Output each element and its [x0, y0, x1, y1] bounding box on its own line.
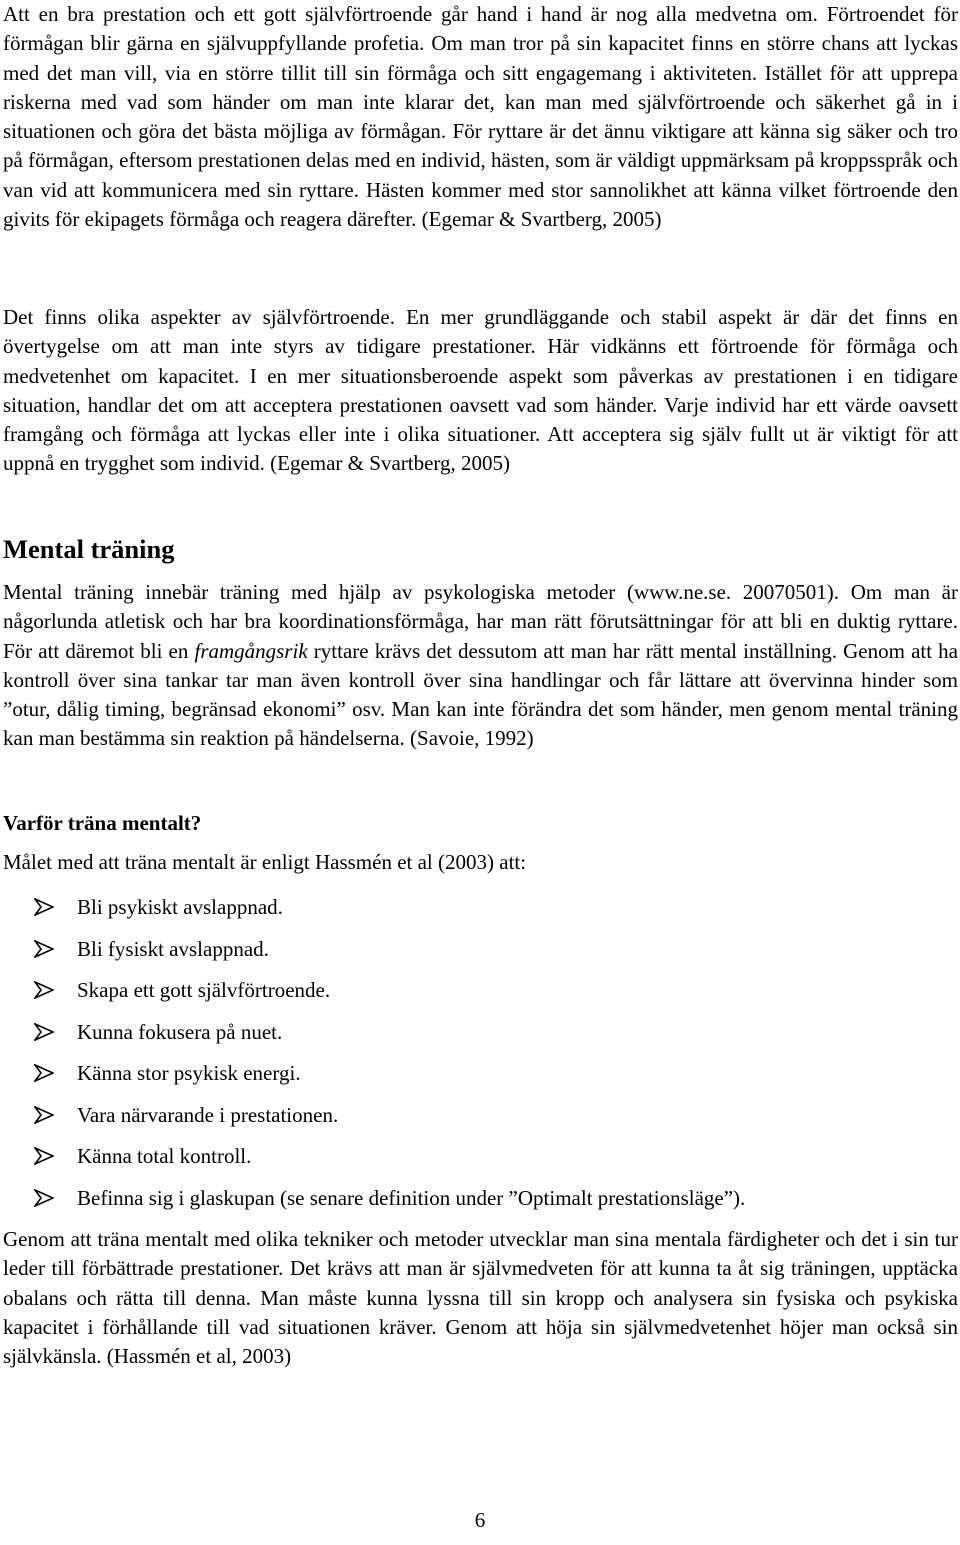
paragraph-goal-intro: Målet med att träna mentalt är enligt Hassmén et al (2003) att:: [3, 850, 527, 874]
list-item: [0, 1017, 960, 1059]
arrowhead-bullet-icon: [34, 1064, 54, 1082]
list-item-text: Vara närvarande i prestationen.: [77, 1102, 339, 1127]
list-item-text: Känna stor psykisk energi.: [77, 1061, 301, 1085]
page-number: 6: [474, 1508, 486, 1532]
list-item-text: Bli psykiskt avslappnad.: [77, 895, 283, 919]
list-item-text: Kunna fokusera på nuet.: [77, 1019, 283, 1044]
arrowhead-bullet-icon: [34, 1023, 54, 1041]
paragraph-text-part: ryttare krävs det dessutom att man har rätt mental inställning. Genom att ha kontroll över sina tankar tar man även kontroll över sina handlingar och får lättare att övervinna hinder som ”otur, dålig timing, begränsad ekonomi” osv. Man kan inte förändra det som händer, men genom mental träning kan man bestämma sin reaktion på händelserna. (Savoie, 1992): [3, 638, 958, 751]
paragraph-text-part: Mental träning innebär träning med hjälp av psykologiska metoder (www.ne.se. 20070501). Om man är någorlunda atletisk och har bra koordinationsförmåga, har man rätt förutsättningar för att bli en duktig ryttare. För att däremot bli en: [3, 580, 958, 663]
goal-bullet-list: [0, 892, 960, 1224]
emphasized-word: framgångsrik: [194, 638, 308, 663]
list-item: [0, 1100, 960, 1142]
list-item: [0, 892, 960, 934]
list-item: [0, 1183, 960, 1225]
heading-why-train-mentally: Varför träna mentalt?: [3, 811, 202, 835]
arrowhead-bullet-icon: [34, 1147, 54, 1165]
list-item-text: Känna total kontroll.: [77, 1144, 252, 1168]
list-item-text: Bli fysiskt avslappnad.: [77, 936, 269, 961]
list-item: [0, 975, 960, 1017]
list-item: [0, 1141, 960, 1183]
heading-mental-training: Mental träning: [3, 534, 175, 564]
list-item: [0, 934, 960, 976]
arrowhead-bullet-icon: [34, 1106, 54, 1124]
paragraph-mental-training: [3, 578, 958, 754]
list-item: [0, 1058, 960, 1100]
list-item-text: Befinna sig i glaskupan (se senare definition under ”Optimalt prestationsläge”).: [77, 1185, 746, 1210]
paragraph-mental-skills: Genom att träna mentalt med olika tekniker och metoder utvecklar man sina mentala färdigheter och det i sin tur leder till förbättrade prestationer. Det krävs att man är självmedveten för att kunna ta åt sig träningen, upptäcka obalans och rätta till denna. Man måste kunna lyssna till sin kropp och analysera sin fysiska och psykiska kapacitet i förhållande till vad situationen kräver. Genom att höja sin självmedvetenhet höjer man också sin självkänsla. (Hassmén et al, 2003): [3, 1227, 958, 1369]
arrowhead-bullet-icon: [34, 898, 54, 916]
list-item-text: Skapa ett gott självförtroende.: [77, 978, 331, 1002]
paragraph-self-confidence-aspects: Det finns olika aspekter av självförtroende. En mer grundläggande och stabil aspekt är där det finns en övertygelse om att man inte styrs av tidigare prestationer. Här vidkänns ett förtroende för förmåga och medvetenhet om kapacitet. I en mer situationsberoende aspekt som påverkas av prestationen i en tidigare situation, handlar det om att acceptera prestationen oavsett vad som händer. Varje individ har ett värde oavsett framgång och förmåga att lyckas eller inte i olika situationer. Att acceptera sig själv fullt ut är viktigt för att uppnå en trygghet som individ. (Egemar & Svartberg, 2005): [3, 305, 958, 476]
arrowhead-bullet-icon: [34, 1189, 54, 1207]
arrowhead-bullet-icon: [34, 981, 54, 999]
arrowhead-bullet-icon: [34, 940, 54, 958]
paragraph-self-confidence-intro: Att en bra prestation och ett gott självförtroende går hand i hand är nog alla medvetna om. Förtroendet för förmågan blir gärna en självuppfyllande profetia. Om man tror på sin kapacitet finns en större chans att lyckas med det man vill, via en större tillit till sin förmåga och sitt engagemang i aktiviteten. Istället för att upprepa riskerna med vad som händer om man inte klarar det, kan man med självförtroende och säkerhet gå in i situationen och göra det bästa möjliga av förmågan. För ryttare är det ännu viktigare att känna sig säker och tro på förmågan, eftersom prestationen delas med en individ, hästen, som är väldigt uppmärksam på kroppsspråk och van vid att kommunicera med sin ryttare. Hästen kommer med stor sannolikhet att känna vilket förtroende den givits för ekipagets förmåga och reagera därefter. (Egemar & Svartberg, 2005): [3, 2, 958, 232]
